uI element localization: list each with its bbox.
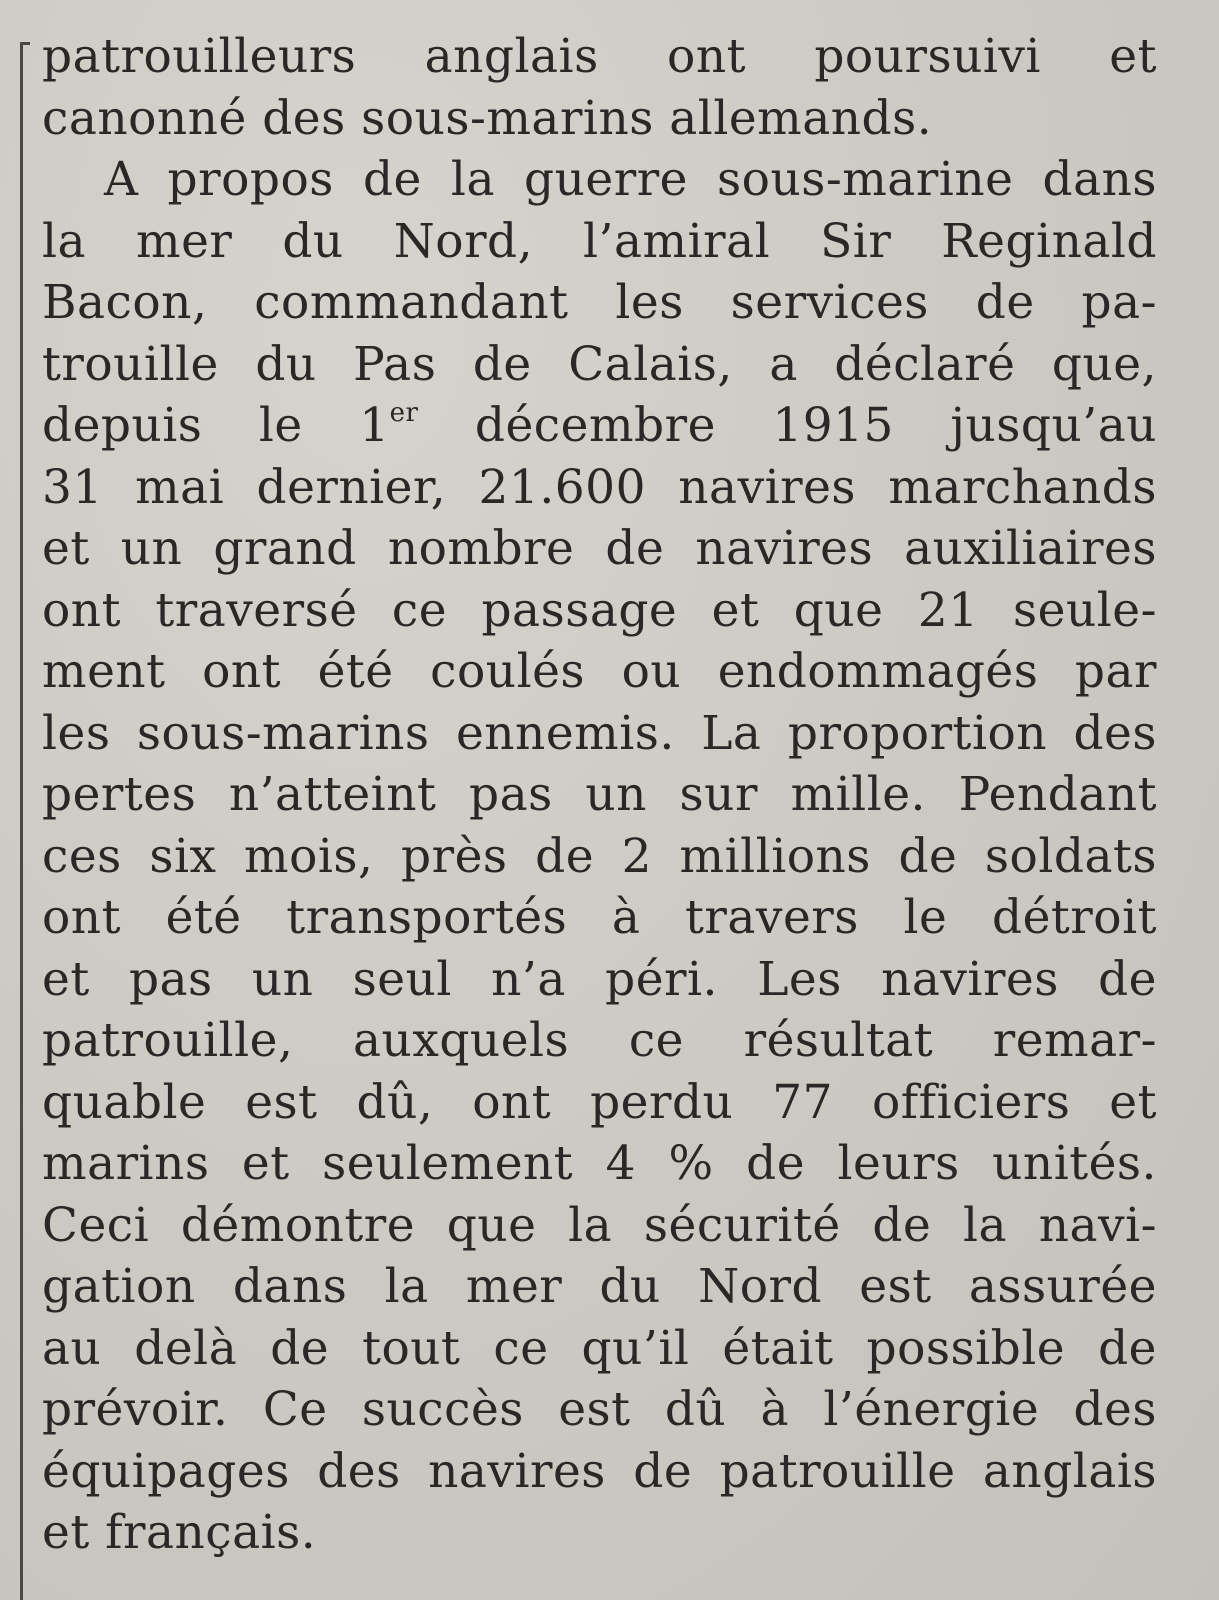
text-line: patrouille, auxquels ce résultat remar- xyxy=(42,1013,1157,1068)
text-line: patrouilleurs anglais ont poursuivi et xyxy=(42,29,1157,84)
text-line: et un grand nombre de navires auxiliaires xyxy=(42,521,1157,576)
text-line: prévoir. Ce succès est dû à l’énergie des xyxy=(42,1382,1157,1437)
text-fragment: depuis le 1 xyxy=(42,398,390,453)
ordinal-superscript: er xyxy=(389,398,419,428)
text-line: ont été transportés à travers le détroit xyxy=(42,890,1157,945)
text-line: ont traversé ce passage et que 21 seule- xyxy=(42,582,1157,638)
text-line: Ceci démontre que la sécurité de la navi- xyxy=(42,1197,1157,1253)
article-column xyxy=(42,26,1157,1564)
text-line: pertes n’atteint pas un sur mille. Pendant xyxy=(42,767,1157,822)
text-line: et français. xyxy=(42,1505,317,1560)
text-line: Bacon, commandant les services de pa- xyxy=(42,275,1157,330)
text-line: quable est dû, ont perdu 77 officiers et xyxy=(42,1074,1157,1130)
text-line: gation dans la mer du Nord est assurée xyxy=(42,1259,1157,1314)
text-line: ces six mois, près de 2 millions de soldats xyxy=(42,828,1157,884)
text-line: les sous-marins ennemis. La proportion des xyxy=(42,705,1157,761)
text-fragment: décembre 1915 jusqu’au xyxy=(418,398,1157,453)
text-line: au delà de tout ce qu’il était possible de xyxy=(42,1320,1157,1376)
text-line: marins et seulement 4 % de leurs unités. xyxy=(42,1136,1157,1191)
text-line xyxy=(42,395,1157,457)
text-line: canonné des sous-marins allemands. xyxy=(42,90,933,146)
text-line: équipages des navires de patrouille anglais xyxy=(42,1443,1157,1499)
column-rule-tick xyxy=(20,42,30,45)
text-line: trouille du Pas de Calais, a déclaré que, xyxy=(42,336,1157,392)
paragraph-start-line: A propos de la guerre sous-marine dans xyxy=(104,152,1157,207)
text-line: la mer du Nord, l’amiral Sir Reginald xyxy=(42,213,1157,269)
text-line: et pas un seul n’a péri. Les navires de xyxy=(42,951,1157,1007)
text-line: ment ont été coulés ou endommagés par xyxy=(42,644,1157,699)
column-rule xyxy=(20,42,23,1600)
text-line: 31 mai dernier, 21.600 navires marchands xyxy=(42,459,1157,515)
